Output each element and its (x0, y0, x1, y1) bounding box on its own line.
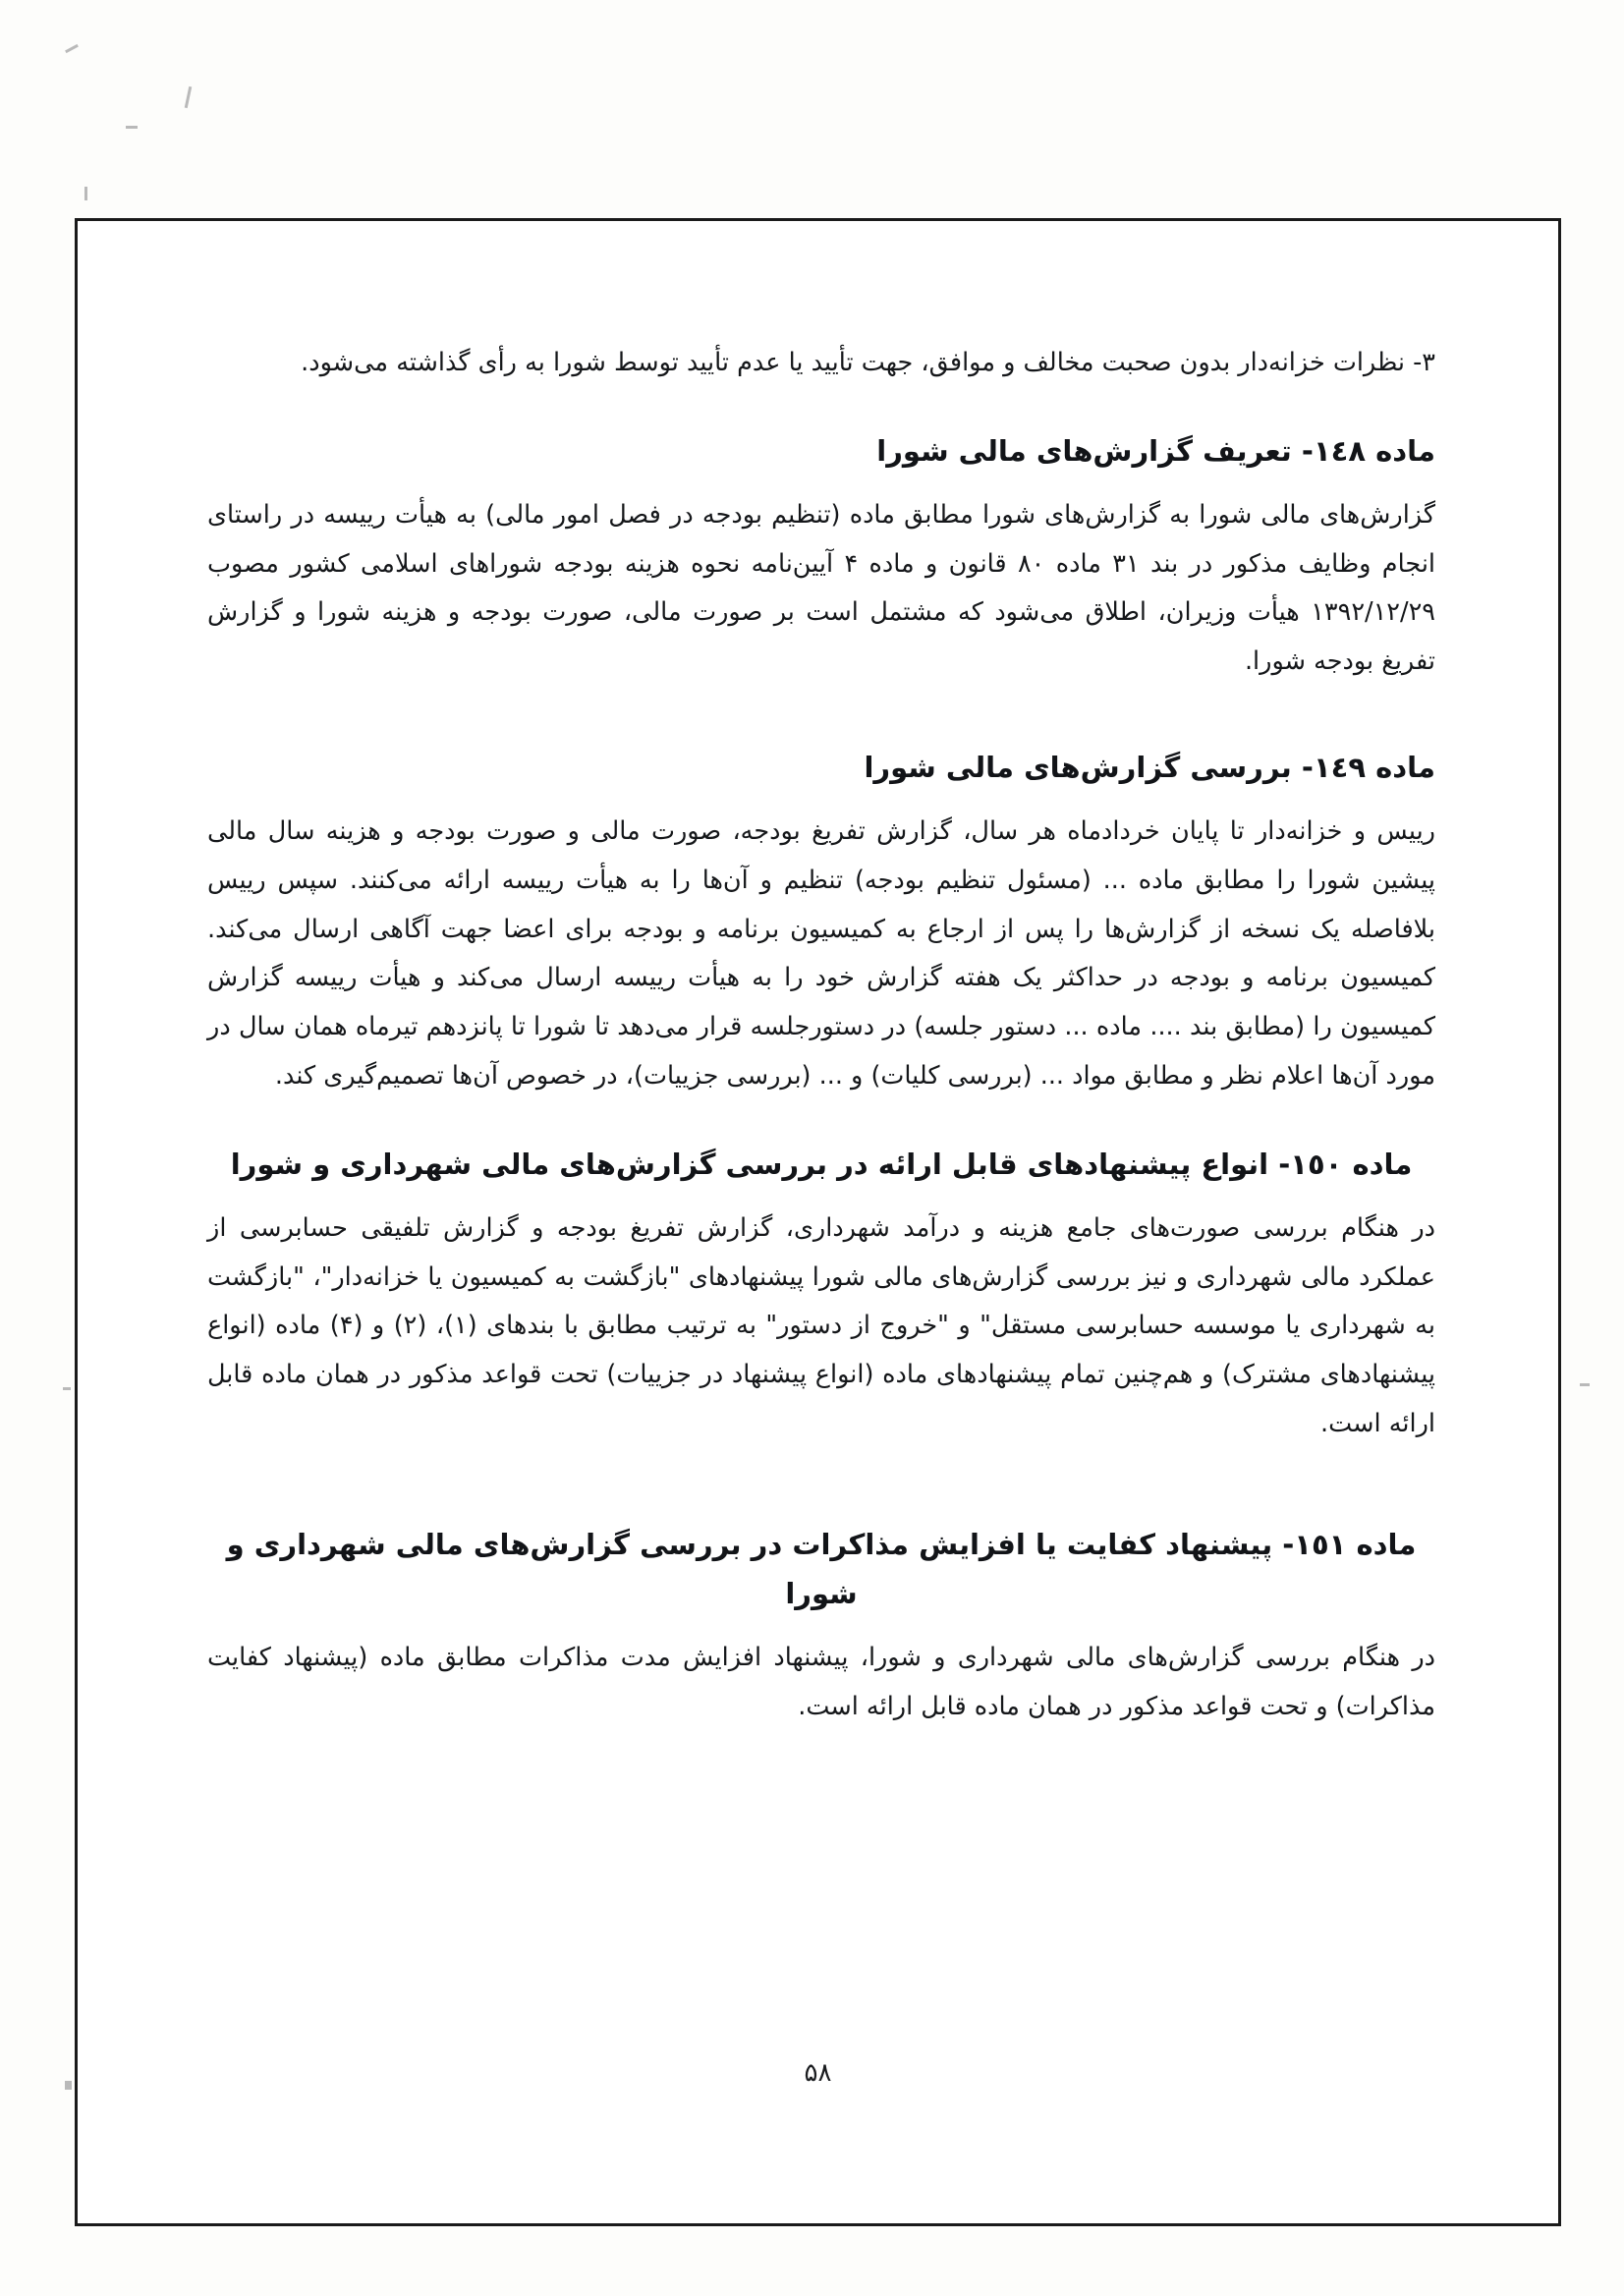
scan-artifact (1580, 1383, 1590, 1386)
page-content (207, 339, 1435, 1731)
scan-artifact (65, 44, 79, 53)
page-number: ۵۸ (804, 2058, 832, 2088)
heading-article-149: ماده ١٤٩- بررسی گزارش‌های مالی شورا (864, 750, 1435, 784)
paragraph-article-148: گزارش‌های مالی شورا به گزارش‌های شورا مطابق ماده (تنظیم بودجه در فصل امور مالی) به هیأت رییسه در راستای انجام وظایف مذکور در بند ۳۱ ماده ۸۰ قانون و ماده ۴ آیین‌نامه نحوه هزینه بودجه شوراهای اسلامی کشور مصوب ۱۳۹۲/۱۲/۲۹ هیأت وزیران، اطلاق می‌شود که مشتمل است بر صورت مالی، صورت بودجه و هزینه شورا و گزارش تفریغ بودجه شورا. (207, 500, 1436, 677)
paragraph-article-150: در هنگام بررسی صورت‌های جامع هزینه و درآمد شهرداری، گزارش تفریغ بودجه و گزارش تلفیقی حسابرسی از عملکرد مالی شهرداری و نیز بررسی گزارش‌های مالی شورا پیشنهادهای "بازگشت به کمیسیون یا خزانه‌دار"، "بازگشت به شهرداری یا موسسه حسابرسی مستقل" و "خروج از دستور" به ترتیب مطابق با بندهای (۱)، (۲) و (۴) ماده (انواع پیشنهادهای مشترک) و هم‌چنین تمام پیشنهادهای ماده (انواع پیشنهاد در جزییات) تحت قواعد مذکور در همان ماده قابل ارائه است. (207, 1212, 1435, 1438)
heading-article-148: ماده ١٤٨- تعریف گزارش‌های مالی شورا (876, 433, 1435, 468)
clause-3: ۳- نظرات خزانه‌دار بدون صحبت مخالف و موافق، جهت تأیید یا عدم تأیید توسط شورا به رأی گذاشته می‌شود. (301, 348, 1435, 377)
paragraph-article-149: رییس و خزانه‌دار تا پایان خردادماه هر سال، گزارش تفریغ بودجه، صورت مالی و صورت بودجه و هزینه سال مالی پیشین شورا را مطابق ماده ... (مسئول تنظیم بودجه) تنظیم و آن‌ها را به هیأت رییسه ارائه می‌کنند. سپس رییس بلافاصله یک نسخه از گزارش‌ها را پس از ارجاع به کمیسیون برنامه و بودجه برای اعضا جهت آگاهی ارسال می‌کند. کمیسیون برنامه و بودجه در حداکثر یک هفته گزارش خود را به هیأت رییسه ارسال می‌کند و هیأت رییسه گزارش کمیسیون را (مطابق بند .... ماده ... دستور جلسه) در دستورجلسه قرار می‌دهد تا شورا تا پانزدهم تیرماه همان سال در مورد آن‌ها اعلام نظر و مطابق مواد ... (بررسی کلیات) و ... (بررسی جزییات)، در خصوص آن‌ها تصمیم‌گیری کند. (207, 816, 1435, 1091)
paragraph-article-151: در هنگام بررسی گزارش‌های مالی شهرداری و شورا، پیشنهاد افزایش مدت مذاکرات مطابق ماده (پیشنهاد کفایت مذاکرات) و تحت قواعد مذکور در همان ماده قابل ارائه است. (207, 1642, 1435, 1721)
scan-artifact (63, 1387, 71, 1390)
page-border-frame (75, 218, 1561, 2226)
scan-artifact (185, 86, 193, 108)
scan-artifact (84, 187, 87, 200)
heading-article-151: ماده ١٥١- پیشنهاد کفایت یا افزایش مذاکرات در بررسی گزارش‌های مالی شهرداری و شورا (226, 1528, 1417, 1610)
heading-article-150: ماده ١٥٠- انواع پیشنهادهای قابل ارائه در بررسی گزارش‌های مالی شهرداری و شورا (230, 1147, 1413, 1181)
scan-artifact (126, 126, 138, 129)
scan-artifact (65, 2081, 72, 2090)
